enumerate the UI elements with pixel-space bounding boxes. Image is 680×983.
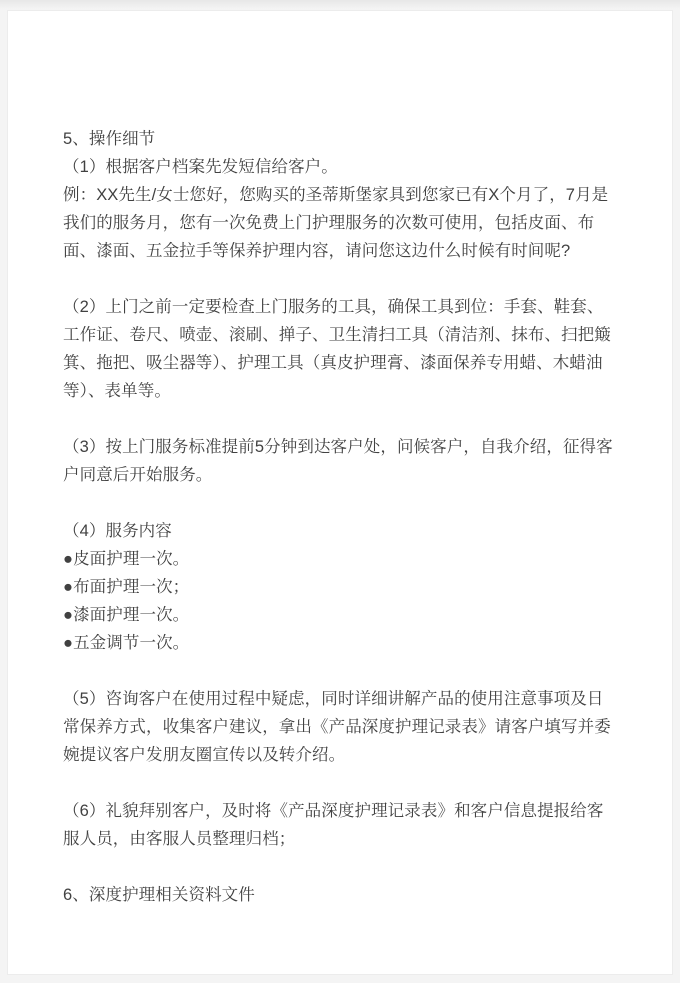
document-page <box>7 10 673 975</box>
section5-item3: （3）按上门服务标准提前5分钟到达客户处，问候客户，自我介绍，征得客户同意后开始服务。 <box>63 438 613 484</box>
page-top-shadow <box>0 0 680 9</box>
section5-item5: （5）咨询客户在使用过程中疑虑，同时详细讲解产品的使用注意事项及日常保养方式，收集客户建议，拿出《产品深度护理记录表》请客户填写并委婉提议客户发朋友圈宣传以及转介绍。 <box>63 690 611 764</box>
section5-item1: （1）根据客户档案先发短信给客户。 <box>63 158 338 176</box>
section5-item1-example: 例：XX先生/女士您好，您购买的圣蒂斯堡家具到您家已有X个月了，7月是我们的服务月，您有一次免费上门护理服务的次数可使用，包括皮面、布面、漆面、五金拉手等保养护理内容，请问您这边什么时候有时间呢? <box>63 186 609 260</box>
section6-heading: 6、深度护理相关资料文件 <box>63 886 255 904</box>
service-bullet-leather: ●皮面护理一次。 <box>63 550 190 568</box>
service-bullet-hardware: ●五金调节一次。 <box>63 634 190 652</box>
service-bullet-fabric: ●布面护理一次； <box>63 578 190 596</box>
service-bullet-paint: ●漆面护理一次。 <box>63 606 190 624</box>
document-content <box>8 11 672 909</box>
section5-item6: （6）礼貌拜别客户，及时将《产品深度护理记录表》和客户信息提报给客服人员，由客服人员整理归档； <box>63 802 604 848</box>
section5-item4-heading: （4）服务内容 <box>63 522 172 540</box>
section5-item2: （2）上门之前一定要检查上门服务的工具，确保工具到位：手套、鞋套、工作证、卷尺、喷壶、滚刷、掸子、卫生清扫工具（清洁剂、抹布、扫把簸箕、拖把、吸尘器等）、护理工具（真皮护理膏、漆面保养专用蜡、木蜡油等）、表单等。 <box>63 298 611 400</box>
section5-heading: 5、操作细节 <box>63 130 156 148</box>
